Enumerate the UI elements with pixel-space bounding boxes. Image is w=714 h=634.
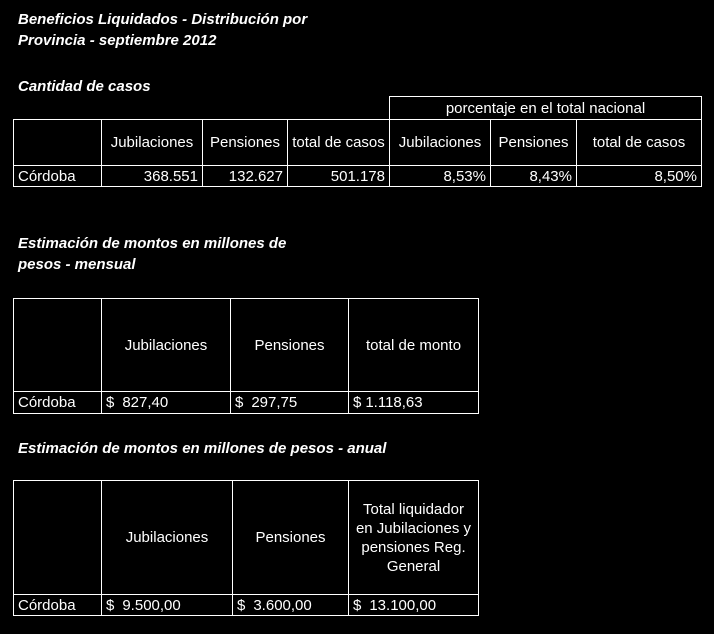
- cases-table-empty-header: [14, 120, 102, 166]
- annual-col-jubilaciones: Jubilaciones: [102, 481, 233, 595]
- monthly-value-jubilaciones: [102, 392, 231, 414]
- amount: 1.118,63: [365, 394, 423, 411]
- amount: 13.100,00: [369, 596, 437, 614]
- monthly-value-pensiones: [231, 392, 349, 414]
- monthly-table-empty-header: [14, 299, 102, 392]
- row-province-name: Córdoba: [14, 166, 102, 187]
- document-title-line-2: Provincia - septiembre 2012: [18, 32, 217, 49]
- amount: 9.500,00: [122, 596, 181, 614]
- pct-value-total: 8,50%: [577, 166, 702, 187]
- table-row: [14, 595, 479, 616]
- table-row: [14, 166, 702, 187]
- cases-value-total: 501.178: [288, 166, 390, 187]
- cases-section-heading: Cantidad de casos: [18, 78, 151, 95]
- annual-col-total: Total liquidador en Jubilaciones y pensiones Reg. General: [349, 481, 479, 595]
- monthly-col-total: total de monto: [349, 299, 479, 392]
- pct-col-jubilaciones: Jubilaciones: [390, 120, 491, 166]
- amount: 297,75: [251, 394, 298, 411]
- percentage-group-header: porcentaje en el total nacional: [390, 97, 702, 120]
- currency-symbol: $: [106, 596, 115, 614]
- cases-col-total: total de casos: [288, 120, 390, 166]
- cases-table-blank-corner: [14, 97, 390, 120]
- monthly-col-pensiones: Pensiones: [231, 299, 349, 392]
- pct-value-jubilaciones: 8,53%: [390, 166, 491, 187]
- document-title-line-1: Beneficios Liquidados - Distribución por: [18, 11, 308, 28]
- currency-symbol: $: [353, 596, 362, 614]
- annual-table-empty-header: [14, 481, 102, 595]
- monthly-col-jubilaciones: Jubilaciones: [102, 299, 231, 392]
- currency-symbol: $: [353, 394, 362, 411]
- annual-section-heading: Estimación de montos en millones de pesos - anual: [18, 440, 387, 457]
- cases-value-jubilaciones: 368.551: [102, 166, 203, 187]
- monthly-value-total: [349, 392, 479, 414]
- annual-col-pensiones: Pensiones: [233, 481, 349, 595]
- currency-symbol: $: [106, 394, 115, 411]
- row-province-name: Córdoba: [14, 595, 102, 616]
- pct-col-total: total de casos: [577, 120, 702, 166]
- amount: 3.600,00: [253, 596, 312, 614]
- table-row: [14, 392, 479, 414]
- cases-col-jubilaciones: Jubilaciones: [102, 120, 203, 166]
- document-title: [18, 9, 307, 51]
- cases-value-pensiones: 132.627: [203, 166, 288, 187]
- annual-amounts-table: [13, 480, 479, 616]
- currency-symbol: $: [235, 394, 244, 411]
- currency-symbol: $: [237, 596, 246, 614]
- annual-value-total: [349, 595, 479, 616]
- cases-col-pensiones: Pensiones: [203, 120, 288, 166]
- monthly-section-heading: [18, 233, 286, 275]
- pct-value-pensiones: 8,43%: [491, 166, 577, 187]
- monthly-amounts-table: [13, 298, 479, 414]
- annual-value-pensiones: [233, 595, 349, 616]
- cases-table: [13, 96, 702, 187]
- row-province-name: Córdoba: [14, 392, 102, 414]
- annual-value-jubilaciones: [102, 595, 233, 616]
- monthly-heading-line-2: pesos - mensual: [18, 256, 136, 273]
- amount: 827,40: [122, 394, 169, 411]
- pct-col-pensiones: Pensiones: [491, 120, 577, 166]
- monthly-heading-line-1: Estimación de montos en millones de: [18, 235, 287, 252]
